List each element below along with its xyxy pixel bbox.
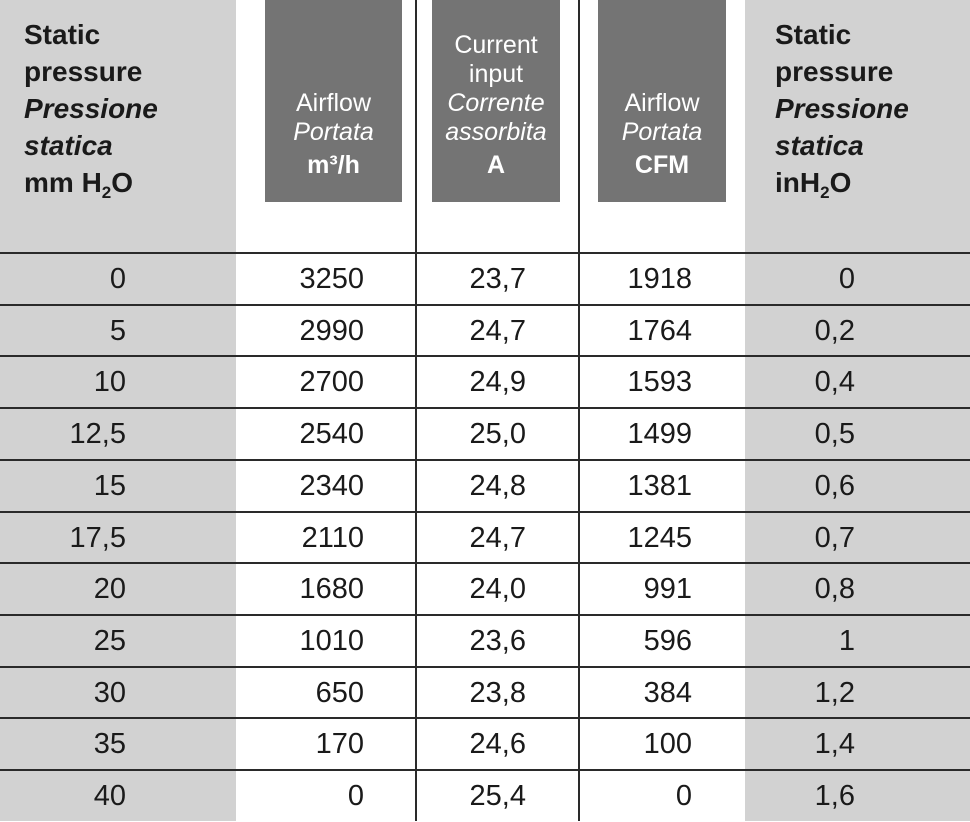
header-unit: CFM [634,151,690,179]
header-static-pressure-in [775,16,909,201]
cell-static-mm: 12,5 [69,418,126,451]
table-row [0,718,970,770]
unit-subscript: 2 [820,183,830,202]
cell-airflow-m3h: 2110 [301,521,364,554]
cell-airflow-m3h: 2540 [299,418,364,451]
header-label: Airflow [624,89,700,117]
header-airflow-cfm [598,0,726,202]
cell-airflow-m3h: 650 [315,676,364,709]
cell-current: 24,6 [469,728,526,761]
cell-airflow-cfm: 100 [643,728,692,761]
cell-static-in: 0,4 [814,366,855,399]
cell-current: 23,6 [469,624,526,657]
table-row [0,460,970,512]
table-row [0,356,970,408]
cell-airflow-m3h: 3250 [299,263,364,295]
header-label: Airflow [295,89,371,117]
header-label-italian: statica [775,130,864,161]
cell-static-in: 0,6 [814,469,855,502]
cell-current: 25,4 [469,780,526,812]
cell-current: 24,0 [469,573,526,606]
unit-subscript: 2 [101,183,112,202]
cell-airflow-cfm: 596 [643,624,692,657]
table-row [0,615,970,667]
cell-current: 24,7 [469,314,526,347]
header-static-pressure-mm [24,16,158,201]
cell-static-mm: 30 [93,676,126,709]
cell-airflow-m3h: 2700 [299,366,364,399]
cell-static-in: 0,5 [814,418,855,451]
unit-prefix: inH [775,167,821,198]
cell-current: 24,9 [469,366,526,399]
header-airflow-m3h [265,0,402,202]
unit-suffix: O [111,167,134,198]
cell-static-mm: 40 [93,780,126,812]
cell-static-mm: 20 [93,573,126,606]
cell-airflow-cfm: 991 [643,573,692,606]
unit-suffix: O [829,167,852,198]
cell-airflow-cfm: 0 [675,780,692,812]
header-label-italian: assorbita [445,118,547,146]
cell-static-in: 1 [838,624,855,657]
cell-airflow-cfm: 1499 [627,418,692,451]
header-label: Current [454,31,538,59]
header-label-italian: Corrente [447,89,545,117]
cell-static-in: 1,6 [814,780,855,812]
cell-static-in: 0,2 [814,314,855,347]
table-row [0,563,970,615]
cell-static-mm: 0 [109,263,126,295]
table-row [0,305,970,357]
table-row [0,770,970,822]
header-label: pressure [24,56,143,87]
header-current-input [432,0,560,202]
cell-current: 24,7 [469,521,526,554]
header-label-italian: statica [24,130,113,161]
cell-airflow-cfm: 384 [643,676,692,709]
cell-static-in: 0,7 [814,521,855,554]
cell-static-mm: 35 [93,728,126,761]
cell-airflow-m3h: 1010 [299,624,364,657]
table-row [0,408,970,460]
cell-current: 23,8 [469,676,526,709]
unit-prefix: mm H [24,167,102,198]
cell-airflow-m3h: 2990 [299,314,364,347]
header-label: input [468,60,524,88]
cell-airflow-cfm: 1764 [627,314,692,347]
header-label-italian: Portata [621,118,703,146]
table-row [0,512,970,564]
header-label-italian: Pressione [24,93,158,124]
cell-airflow-cfm: 1381 [627,469,692,502]
cell-current: 24,8 [469,469,526,502]
cell-airflow-m3h: 1680 [299,573,364,606]
header-label-italian: Pressione [775,93,909,124]
cell-airflow-m3h: 0 [347,780,364,812]
header-label: Static [775,19,852,50]
table-row [0,253,970,305]
cell-static-in: 1,4 [814,728,855,761]
header-label-italian: Portata [293,118,374,146]
header-label: pressure [775,56,894,87]
cell-static-mm: 15 [93,469,126,502]
cell-airflow-cfm: 1918 [627,263,692,295]
cell-static-mm: 5 [109,314,126,347]
cell-static-mm: 17,5 [69,521,126,554]
cell-static-in: 0 [838,263,855,295]
table-row [0,667,970,719]
cell-static-in: 0,8 [814,573,855,606]
header-unit [24,164,158,201]
header-label: Static [24,19,101,50]
cell-current: 23,7 [469,263,526,295]
header-unit: m³/h [307,151,360,179]
cell-airflow-cfm: 1593 [627,366,692,399]
header-unit: A [486,151,506,179]
cell-airflow-cfm: 1245 [627,521,692,554]
cell-airflow-m3h: 2340 [299,469,364,502]
cell-static-mm: 25 [93,624,126,657]
cell-static-in: 1,2 [814,676,855,709]
cell-current: 25,0 [469,418,526,451]
cell-airflow-m3h: 170 [315,728,364,761]
header-unit [775,164,909,201]
cell-static-mm: 10 [93,366,126,399]
